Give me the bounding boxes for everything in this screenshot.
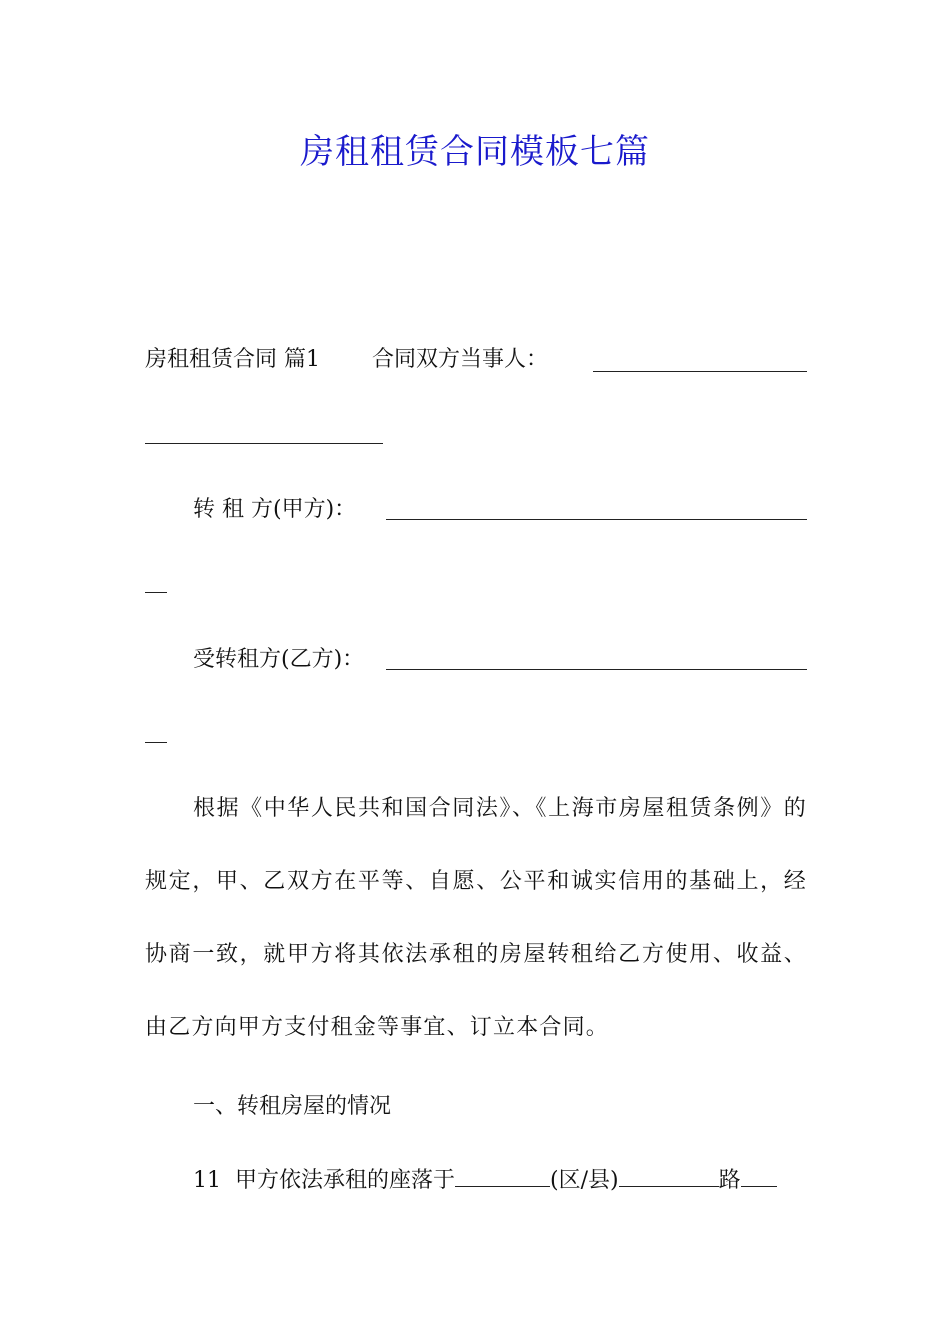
number-blank	[741, 1166, 777, 1187]
contract-preamble-paragraph: 根据《中华人民共和国合同法》、《上海市房屋租赁条例》的规定，甲、乙双方在平等、自愿、公平和诚实信用的基础上，经协商一致，就甲方将其依法承租的房屋转租给乙方使用、收益、由乙方向甲方支付租金等事宜、订立本合同。	[145, 796, 807, 1040]
party-b-blank-line-continued	[145, 742, 167, 743]
party-b-line	[193, 644, 807, 676]
parties-blank-line-continued	[145, 443, 383, 444]
party-b-label: 受转租方(乙方)：	[193, 647, 365, 672]
clause-text: 甲方依法承租的座落于	[235, 1168, 456, 1193]
clause-number: 11	[193, 1168, 221, 1193]
parties-label: 合同双方当事人：	[372, 347, 549, 372]
party-a-blank-line-continued	[145, 592, 167, 593]
party-a-label: 转 租 方(甲方)：	[193, 497, 357, 522]
contract-section-label: 房租租赁合同 篇1	[145, 347, 320, 372]
road-label: 路	[718, 1168, 741, 1193]
party-a-line	[193, 494, 807, 526]
party-b-blank-line	[386, 669, 807, 670]
party-a-blank-line	[386, 519, 807, 520]
parties-blank-line	[593, 371, 807, 372]
clause-line	[193, 1165, 807, 1197]
document-title: 房租租赁合同模板七篇	[300, 132, 650, 172]
road-blank	[619, 1166, 719, 1187]
district-blank	[455, 1166, 550, 1187]
district-label: (区/县)	[550, 1168, 619, 1193]
section-heading: 一、转租房屋的情况	[193, 1094, 392, 1119]
